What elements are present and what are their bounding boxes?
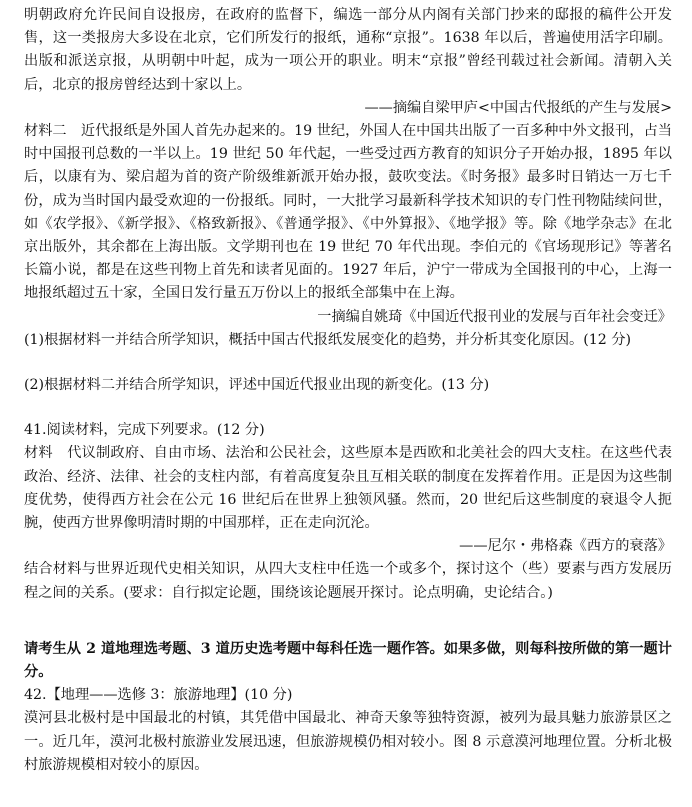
question-41-material: 材料 代议制政府、自由市场、法治和公民社会，这些原本是西欧和北美社会的四大支柱。在这些代表政治、经济、法律、社会的支柱内部，有着高度复杂且互相关联的制度在发挥着作用。正是因为这些制度优势，使得西方社会在公元 16 世纪后在世界上独领风骚。然而，20 世纪后这些制度的衰退令人扼腕，使西方世界像明清时期的中国那样，正在走向沉沦。 xyxy=(24,445,672,532)
question-42-body: 漠河县北极村是中国最北的村镇，其凭借中国最北、神奇天象等独特资源，被列为最具魅力旅游景区之一。近几年，漠河北极村旅游业发展迅速，但旅游规模仍相对较小。图 8 示意漠河地理位置。分析北极村旅游规模相对较小的原因。 xyxy=(24,710,672,773)
question-42-heading: 42.【地理——选修 3：旅游地理】(10 分) xyxy=(24,687,293,704)
question-41-task: 结合材料与世界近现代史相关知识，从四大支柱中任选一个或多个，探讨这个（些）要素与西方发展历程之间的关系。(要求：自行拟定论题，围绕该论题展开探讨。论点明确，史论结合。) xyxy=(24,561,672,601)
material-1-source: ——摘编自梁甲庐<中国古代报纸的产生与发展> xyxy=(364,99,672,116)
material-1-tail: 明朝政府允许民间自设报房，在政府的监督下，编选一部分从内阁有关部门抄来的邸报的稿件公开发售，这一类报房大多设在北京，它们所发行的报纸，通称“京报”。1638 年以后，普遍使用活字印刷。出版和派送京报，从明朝中叶起，成为一项公开的职业。明末“京报”曾经刊载过社会新闻。清朝入关后，北京的报房曾经达到十家以上。 xyxy=(24,7,672,93)
question-2: (2)根据材料二并结合所学知识，评述中国近代报业出现的新变化。(13 分) xyxy=(24,377,490,394)
question-41-heading: 41.阅读材料，完成下列要求。(12 分) xyxy=(24,422,265,439)
question-41-source: ——尼尔・弗格森《西方的衰落》 xyxy=(459,538,672,555)
material-2: 材料二 近代报纸是外国人首先办起来的。19 世纪，外国人在中国共出版了一百多种中外文报刊，占当时中国报刊总数的一半以上。19 世纪 50 年代起，一些受过西方教育的知识分子开始办报，1895 年以后，以康有为、梁启超为首的资产阶级维新派开始办报，鼓吹变法。《时务报》最多时日销达一万七千份，成为当时国内最受欢迎的一份报纸。同时，一大批学习最新科学技术知识的专门性刊物陆续问世，如《农学报》、《新学报》、《格致新报》、《普通学报》、《中外算报》、《地学报》等。除《地学杂志》在北京出版外，其余都在上海出版。文学期刊也在 19 世纪 70 年代出现。李伯元的《官场现形记》等著名长篇小说，都是在这些刊物上首先和读者见面的。1927 年后，沪宁一带成为全国报刊的中心，上海一地报纸超过五十家，全国日发行量五万份以上的报纸全部集中在上海。 xyxy=(24,123,672,302)
question-1: (1)根据材料一并结合所学知识，概括中国古代报纸发展变化的趋势，并分析其变化原因。(12 分) xyxy=(24,331,632,348)
material-2-source: 一摘编自姚琦《中国近代报刊业的发展与百年社会变迁》 xyxy=(317,308,672,325)
elective-notice: 请考生从 2 道地理选考题、3 道历史选考题中每科任选一题作答。如果多做，则每科按所做的第一题计分。 xyxy=(24,640,672,681)
